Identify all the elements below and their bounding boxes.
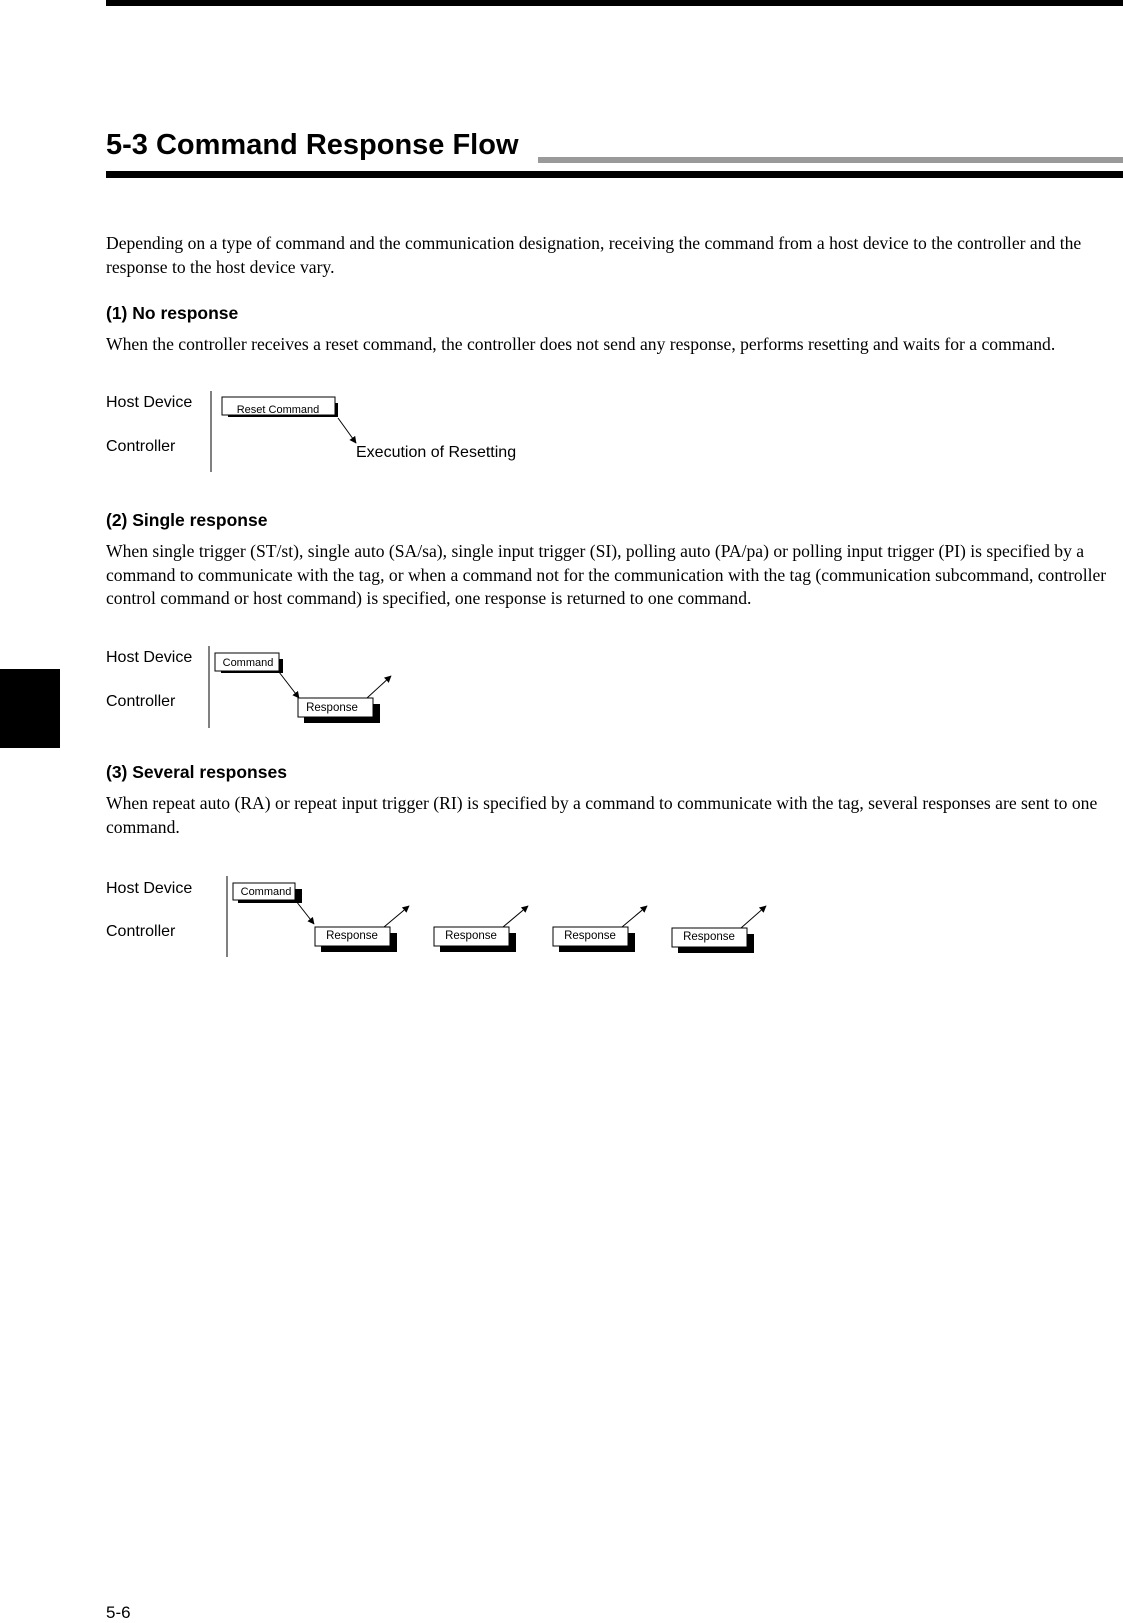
no-response-paragraph: When the controller receives a reset command, the controller does not send any response, performs resetting and waits for a command. xyxy=(106,334,1056,354)
diagram-no-response xyxy=(211,391,516,472)
diagram-several-responses xyxy=(227,876,766,957)
heading-single-response: (2) Single response xyxy=(106,510,268,530)
response-box xyxy=(298,698,380,723)
response-arrow xyxy=(367,676,391,698)
response-box-1 xyxy=(315,927,397,952)
response-label-1: Response xyxy=(326,930,378,943)
heading-several-responses: (3) Several responses xyxy=(106,762,287,782)
several-responses-paragraph: When repeat auto (RA) or repeat input trigger (RI) is specified by a command to communicate with the tag, several responses are sent to one command. xyxy=(106,793,1098,837)
page-number: 5-6 xyxy=(106,1603,131,1622)
response-label-3: Response xyxy=(564,930,616,943)
diagram1-controller-label: Controller xyxy=(106,438,176,455)
diagram3-host-label: Host Device xyxy=(106,880,193,897)
response-arrow-2 xyxy=(503,906,528,927)
single-response-paragraph: When single trigger (ST/st), single auto (SA/sa), single input trigger (SI), polling auto (PA/pa) or polling input trigger (PI) is specified by a command to communicate with the tag, or when a command not for the communication with the tag (communication subcommand, controller control command or host command) is specified, one response is returned to one command. xyxy=(106,541,1107,608)
command-arrow-multi xyxy=(296,901,314,924)
command-box xyxy=(215,653,283,673)
section-title: 5-3 Command Response Flow xyxy=(106,129,519,161)
reset-command-box xyxy=(222,397,338,417)
response-box-2 xyxy=(434,927,516,952)
response-arrow-3 xyxy=(622,906,647,927)
command-box-multi xyxy=(233,883,302,903)
reset-command-arrow xyxy=(338,418,356,443)
response-box-4 xyxy=(672,928,754,953)
diagram2-host-label: Host Device xyxy=(106,649,193,666)
diagram2-controller-label: Controller xyxy=(106,693,176,710)
command-label: Command xyxy=(222,656,274,669)
response-arrow-4 xyxy=(741,906,766,928)
response-label: Response xyxy=(306,702,358,715)
heading-no-response: (1) No response xyxy=(106,303,239,323)
intro-paragraph: Depending on a type of command and the communication designation, receiving the command from a host device to the controller and the response to the host device vary. xyxy=(106,233,1082,277)
command-label-multi: Command xyxy=(240,885,292,898)
response-arrow-1 xyxy=(384,906,409,927)
command-arrow xyxy=(279,672,299,698)
response-label-4: Response xyxy=(683,931,735,944)
reset-command-label: Reset Command xyxy=(236,403,320,416)
response-box-3 xyxy=(553,927,635,952)
response-label-2: Response xyxy=(445,930,497,943)
execution-of-resetting-text: Execution of Resetting xyxy=(356,444,517,461)
diagram3-controller-label: Controller xyxy=(106,923,176,940)
diagram-single-response xyxy=(209,646,391,728)
diagram1-host-label: Host Device xyxy=(106,394,193,411)
